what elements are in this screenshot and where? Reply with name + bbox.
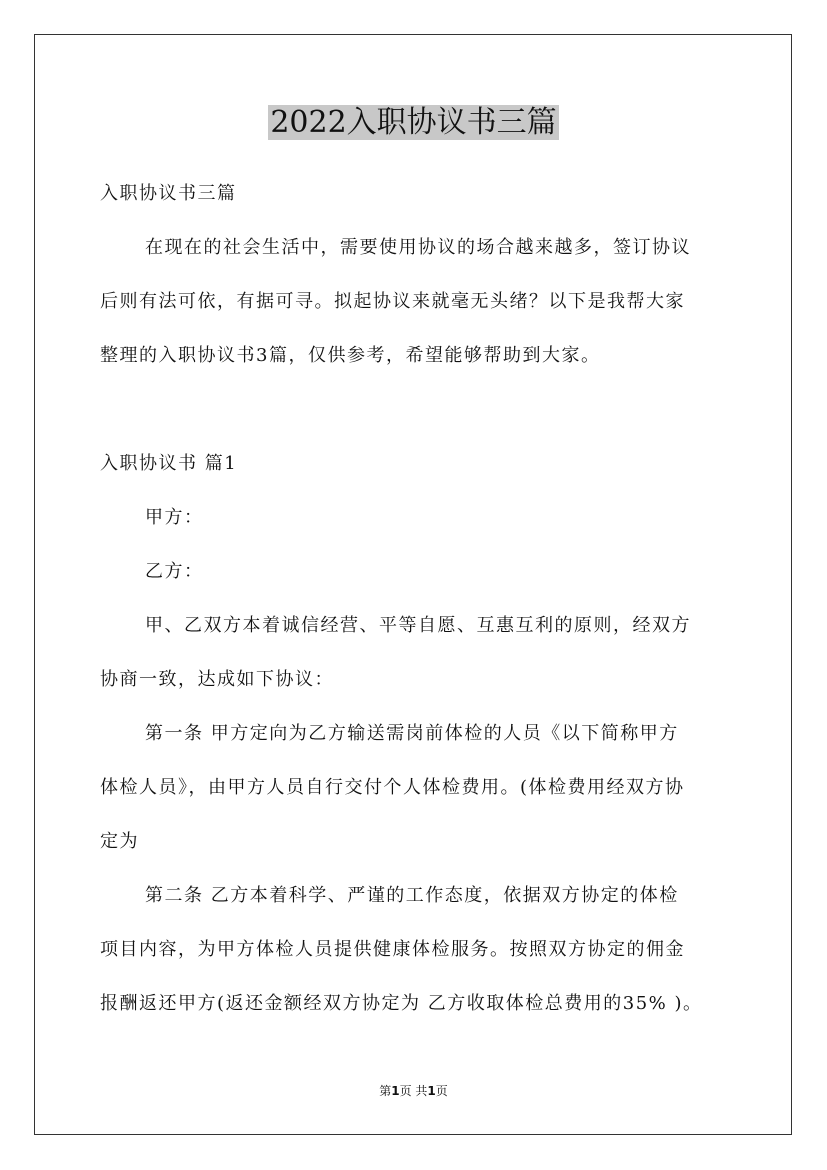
paragraph-line: 甲、乙双方本着诚信经营、平等自愿、互惠互利的原则，经双方 [145, 615, 691, 636]
section-heading: 入职协议书三篇 [100, 183, 237, 204]
section-heading: 入职协议书 篇1 [100, 453, 238, 474]
paragraph-line: 整理的入职协议书3篇，仅供参考，希望能够帮助到大家。 [100, 345, 601, 366]
article-line: 定为 [100, 831, 139, 852]
paragraph-line: 在现在的社会生活中，需要使用协议的场合越来越多，签订协议 [145, 237, 691, 258]
party-a-line: 甲方： [145, 507, 204, 528]
article-line: 第二条 乙方本着科学、严谨的工作态度，依据双方协定的体检 [145, 885, 679, 906]
article-line: 项目内容，为甲方体检人员提供健康体检服务。按照双方协定的佣金 [100, 939, 685, 960]
party-b-line: 乙方： [145, 561, 204, 582]
article-line: 体检人员》，由甲方人员自行交付个人体检费用。(体检费用经双方协 [100, 777, 685, 798]
paragraph-line: 后则有法可依，有据可寻。拟起协议来就毫无头绪？以下是我帮大家 [100, 291, 685, 312]
article-line: 报酬返还甲方(返还金额经双方协定为 乙方收取体检总费用的35% )。 [100, 993, 703, 1014]
paragraph-line: 协商一致，达成如下协议： [100, 669, 334, 690]
article-line: 第一条 甲方定向为乙方输送需岗前体检的人员《以下简称甲方 [145, 723, 679, 744]
page-footer: 第1页 共1页 [379, 1084, 448, 1098]
document-title: 2022入职协议书三篇 [270, 105, 557, 140]
